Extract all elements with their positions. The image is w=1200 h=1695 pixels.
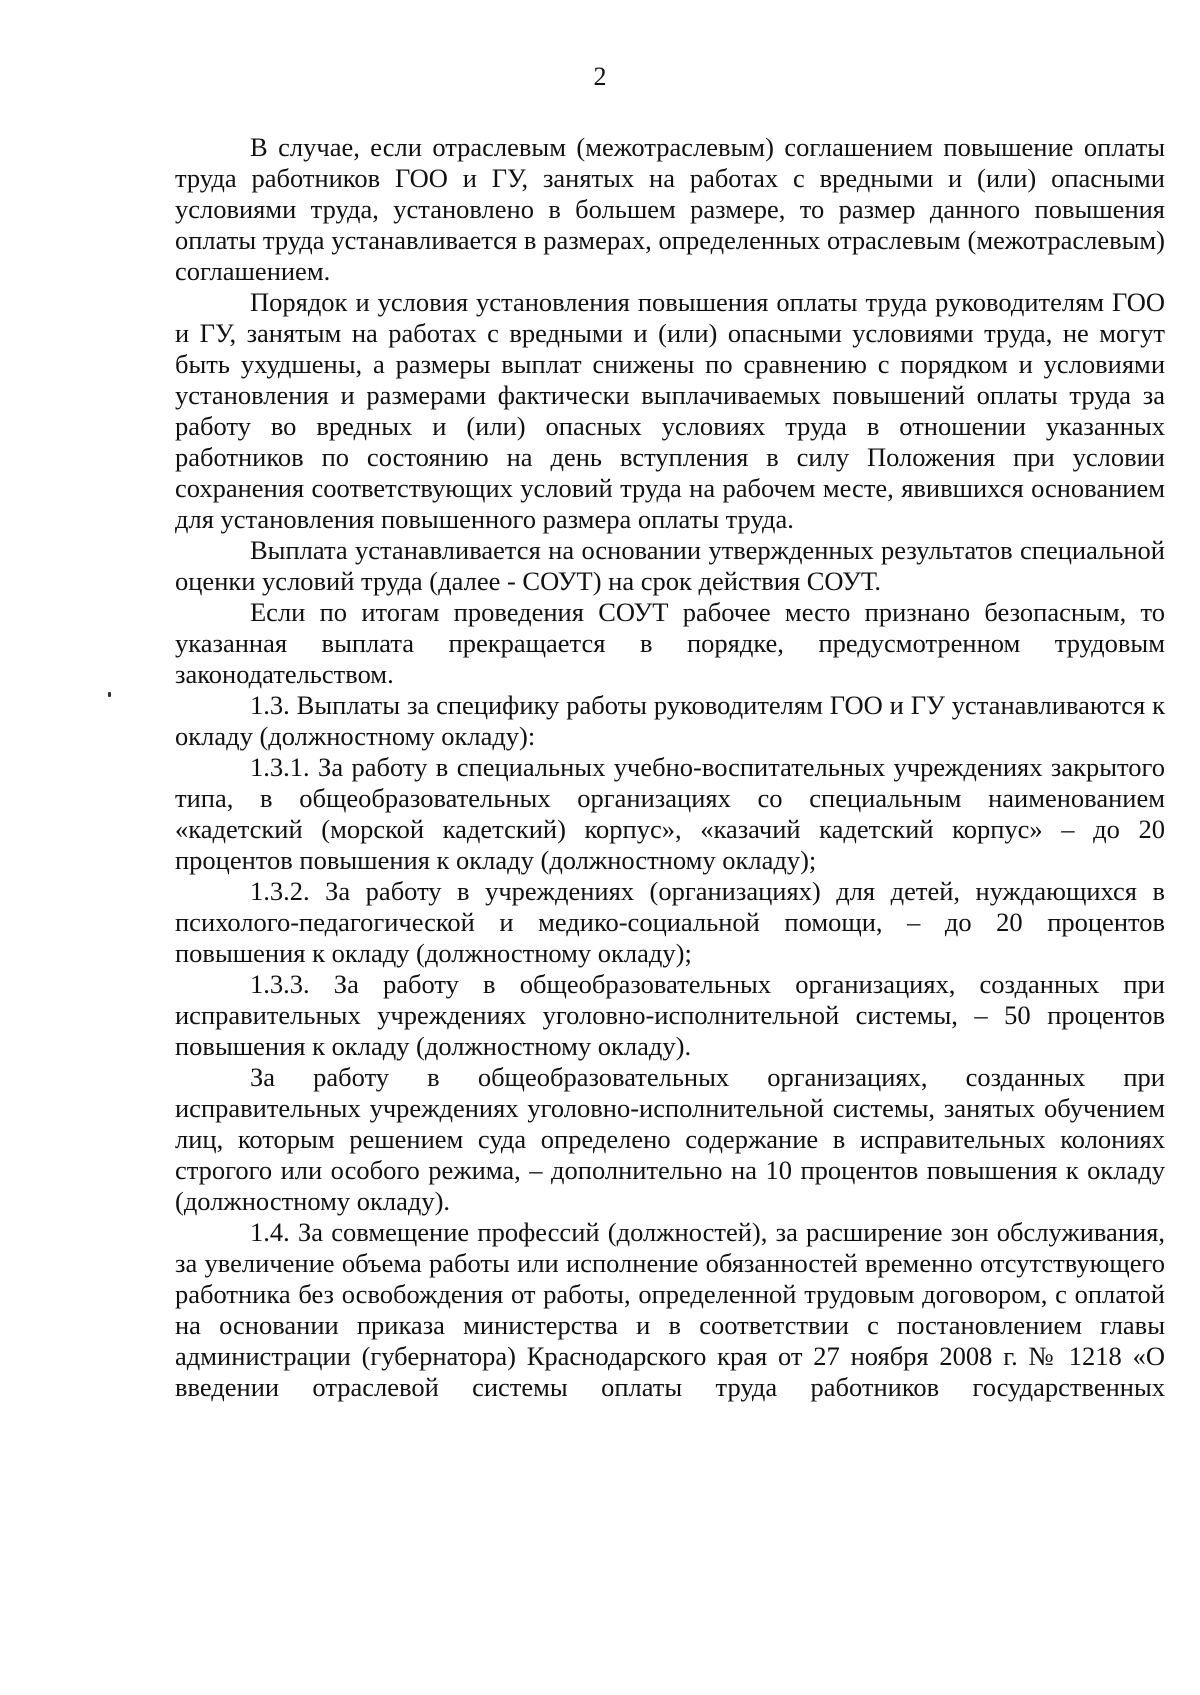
paragraph-1-3: 1.3. Выплаты за специфику работы руководителям ГОО и ГУ устанавливаются к окладу (должностному окладу): (175, 690, 1165, 751)
paragraph-poryadok: Порядок и условия установления повышения оплаты труда руководителям ГОО и ГУ, занятым на работах с вредными и (или) опасными условиями труда, не могут быть ухудшены, а размеры выплат снижены по сравнению с порядком и условиями установления и размерами фактически выплачиваемых повышений оплаты труда за работу во вредных и (или) опасных условиях труда в отношении указанных работников по состоянию на день вступления в силу Положения при условии сохранения соответствующих условий труда на рабочем месте, явившихся основанием для установления повышенного размера оплаты труда. (175, 287, 1165, 534)
paragraph-1-3-2: 1.3.2. За работу в учреждениях (организациях) для детей, нуждающихся в психолого-педагогической и медико-социальной помощи, – до 20 процентов повышения к окладу (должностному окладу); (175, 876, 1165, 968)
paragraph-1-3-3: 1.3.3. За работу в общеобразовательных организациях, созданных при исправительных учреждениях уголовно-исполнительной системы, – 50 процентов повышения к окладу (должностному окладу). (175, 969, 1165, 1061)
margin-mark (108, 692, 111, 697)
page-number: 2 (593, 62, 607, 91)
paragraph-1-4: 1.4. За совмещение профессий (должностей), за расширение зон обслуживания, за увеличение объема работы или исполнение обязанностей временно отсутствующего работника без освобождения от работы, определенной трудовым договором, с оплатой на основании приказа министерства и в соответствии с постановлением главы администрации (губернатора) Краснодарского края от 27 ноября 2008 г. № 1218 «О введении отраслевой системы оплаты труда работников государственных (175, 1217, 1165, 1402)
document-body (175, 132, 1165, 1403)
paragraph-soglashenie: В случае, если отраслевым (межотраслевым) соглашением повышение оплаты труда работников ГОО и ГУ, занятых на работах с вредными и (или) опасными условиями труда, установлено в большем размере, то размер данного повышения оплаты труда устанавливается в размерах, определенных отраслевым (межотраслевым) соглашением. (175, 132, 1165, 286)
paragraph-vyplata-sout: Выплата устанавливается на основании утвержденных результатов специальной оценки условий труда (далее - СОУТ) на срок действия СОУТ. (175, 535, 1165, 596)
paragraph-bezopasnoe-mesto: Если по итогам проведения СОУТ рабочее место признано безопасным, то указанная выплата прекращается в порядке, предусмотренном трудовым законодательством. (175, 597, 1165, 689)
paragraph-1-3-1: 1.3.1. За работу в специальных учебно-воспитательных учреждениях закрытого типа, в общеобразовательных организациях со специальным наименованием «кадетский (морской кадетский) корпус», «казачий кадетский корпус» – до 20 процентов повышения к окладу (должностному окладу); (175, 752, 1165, 875)
paragraph-dopolnitelno: За работу в общеобразовательных организациях, созданных при исправительных учреждениях уголовно-исполнительной системы, занятых обучением лиц, которым решением суда определено содержание в исправительных колониях строгого или особого режима, – дополнительно на 10 процентов повышения к окладу (должностному окладу). (175, 1062, 1165, 1216)
